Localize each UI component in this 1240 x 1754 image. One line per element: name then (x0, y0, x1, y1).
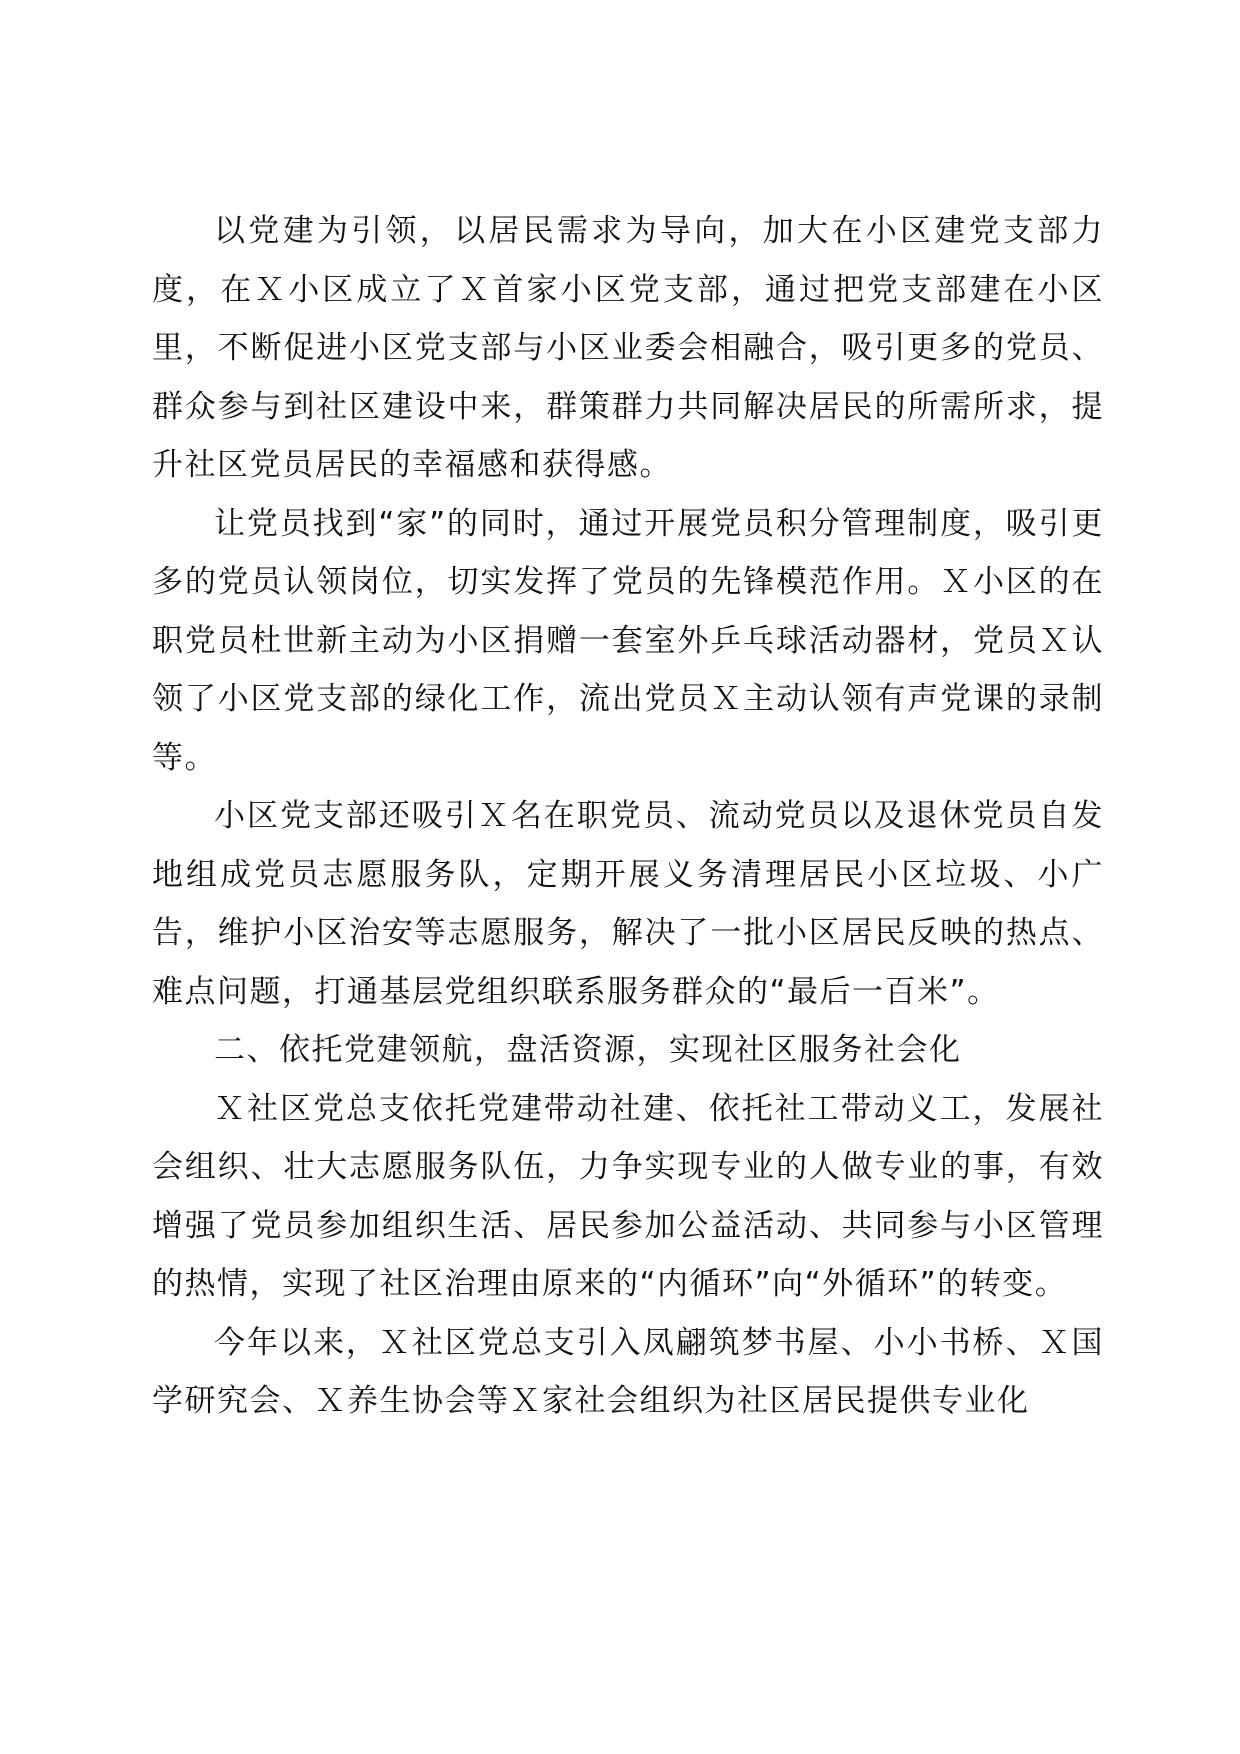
paragraph-2 (152, 495, 1104, 788)
text-line: 所需所求，提升社区党员居民的幸福感和获得感。 (152, 388, 1105, 483)
text-line: 的热点、难点问题，打通基层党组织联系服务群众的“最后一 (152, 915, 1105, 1010)
text-line: 小区管理的热情，实现了社区治理由原来的“内循环”向“外 (152, 1207, 1105, 1302)
paragraph-1 (152, 202, 1104, 495)
text-line: 社会组织、壮大志愿服务队伍，力争实现专业的人做专业的事， (152, 1090, 1104, 1185)
text-line: 领有声党课的录制等。 (152, 681, 1104, 776)
text-line: 百米”。 (884, 973, 1000, 1010)
text-line: 小区里，不断促进小区党支部与小区业委会相融合，吸引更多 (152, 271, 1105, 366)
text-line: 小广告，维护小区治安等志愿服务，解决了一批小区居民反映 (152, 856, 1105, 951)
text-line: 让党员找到“家”的同时，通过开展党员积分管理制度， (214, 505, 1006, 542)
paragraph-3 (152, 787, 1104, 1021)
text-line: 吸引更多的党员认领岗位，切实发挥了党员的先锋模范作用。Ｘ (152, 505, 1104, 600)
text-line: 材，党员Ｘ认领了小区党支部的绿化工作，流出党员Ｘ主动认 (152, 622, 1105, 717)
text-line: 循环”的转变。 (854, 1266, 1068, 1302)
text-line: 以党建为引领，以居民需求为导向，加大在小区建党支部 (214, 213, 1072, 249)
text-line: 自发地组成党员志愿服务队，定期开展义务清理居民小区垃圾、 (152, 798, 1105, 893)
text-line: Ｘ社区党总支依托党建带动社建、依托社工带动义工，发展 (214, 1090, 1072, 1127)
text-line: 小区党支部还吸引Ｘ名在职党员、流动党员以及退休党员 (214, 798, 1039, 834)
document-body (152, 202, 1104, 1431)
text-line: 有效增强了党员参加组织生活、居民参加公益活动、共同参与 (152, 1149, 1105, 1244)
paragraph-4 (152, 1080, 1104, 1314)
section-heading (152, 1021, 1104, 1080)
heading-text: 二、依托党建领航，盘活资源，实现社区服务社会化 (214, 1032, 962, 1068)
text-line: 小区的在职党员杜世新主动为小区捐赠一套室外乒乓球活动器 (152, 564, 1105, 659)
text-line: 的党员、群众参与到社区建设中来，群策群力共同解决居民的 (152, 330, 1105, 425)
text-line: 国学研究会、Ｘ养生协会等Ｘ家社会组织为社区居民提供专业化 (152, 1324, 1104, 1419)
paragraph-5 (152, 1314, 1104, 1431)
text-line: 力度，在Ｘ小区成立了Ｘ首家小区党支部，通过把党支部建在 (152, 213, 1104, 308)
text-line: 今年以来，Ｘ社区党总支引入凤翩筑梦书屋、小小书桥、Ｘ (214, 1324, 1072, 1361)
